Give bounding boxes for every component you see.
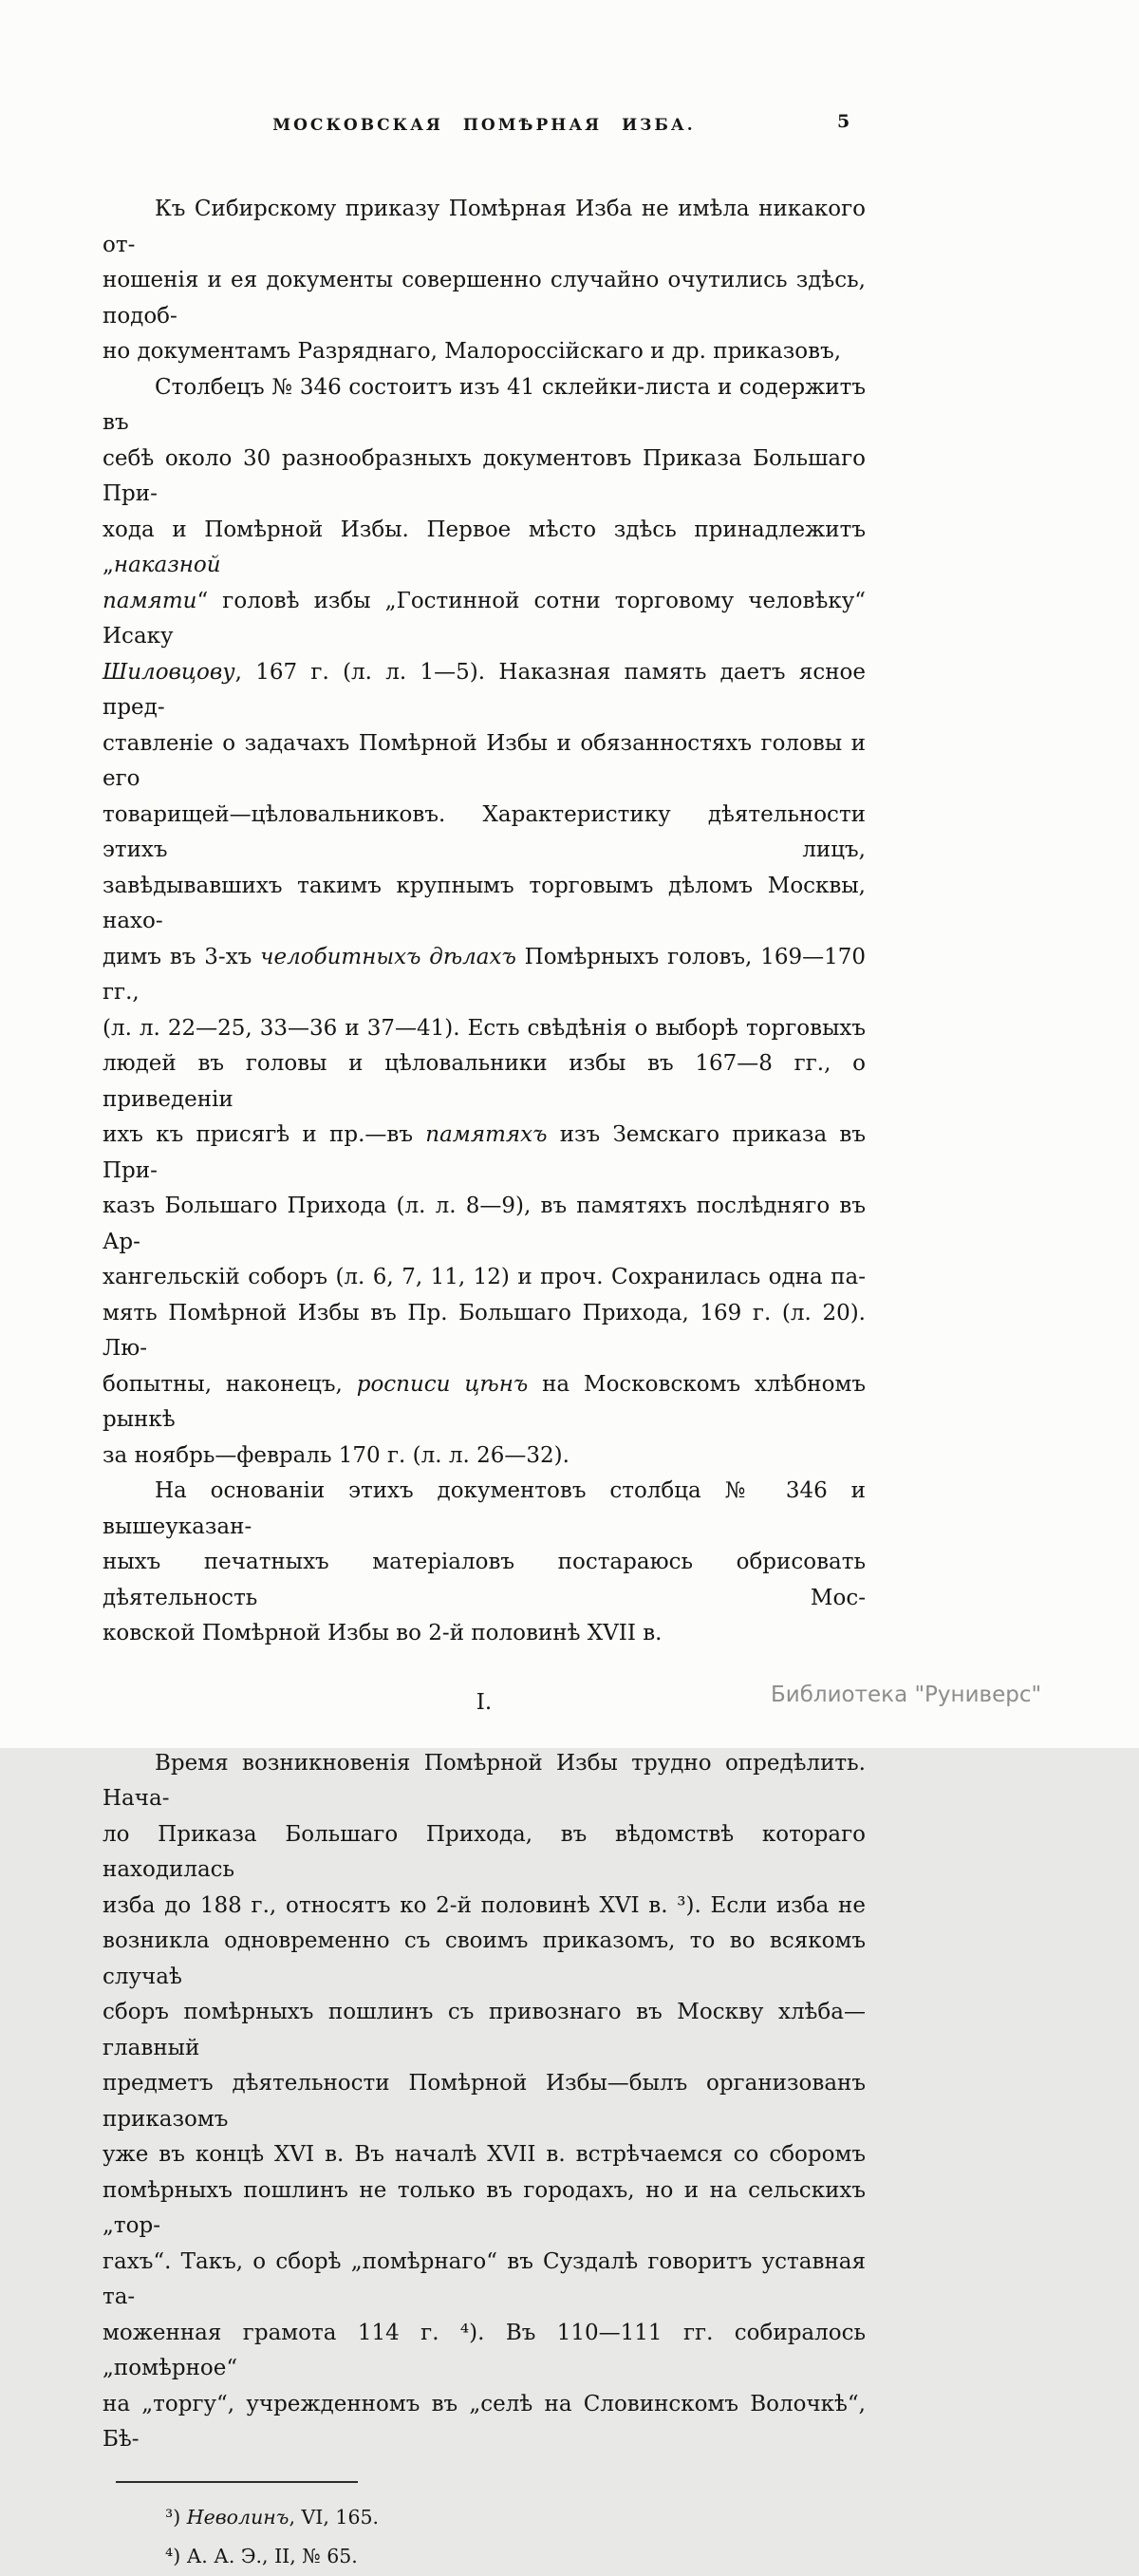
- text-run: Помѣрныхъ головъ, 169—170 гг.,: [103, 944, 867, 1005]
- text-line: [103, 1995, 866, 2066]
- section-heading: I.: [476, 1689, 493, 1715]
- italic-text-run: росписи цѣнъ: [356, 1371, 529, 1397]
- text-line: [103, 2245, 866, 2316]
- text-line: [103, 2387, 866, 2458]
- text-run: , VI, 165.: [289, 2505, 380, 2529]
- text-line: [103, 2316, 866, 2387]
- text-run: гахъ“. Такъ, о сборѣ „помѣрнаго“ въ Суздалѣ говоритъ уставная та-: [103, 2248, 866, 2309]
- italic-text-run: Неволинъ: [186, 2505, 289, 2529]
- text-run: На основаніи этихъ документовъ столбца № 346 и вышеуказан-: [103, 1478, 866, 1539]
- text-run: ношенія и ея документы совершенно случайно очутились здѣсь, подоб-: [103, 268, 866, 329]
- text-line: [103, 2137, 866, 2173]
- footnote: [103, 2498, 866, 2537]
- text-line: [103, 1011, 866, 1047]
- text-run: завѣдывавшихъ такимъ крупнымъ торговымъ дѣломъ Москвы, нахо-: [103, 873, 866, 933]
- text-run: казъ Большаго Прихода (л. л. 8—9), въ памятяхъ послѣдняго въ Ар-: [103, 1194, 866, 1254]
- text-run: сборъ помѣрныхъ пошлинъ съ привознаго въ Москву хлѣба—главный: [103, 2000, 866, 2060]
- text-run: товарищей—цѣловальниковъ. Характеристику дѣятельности этихъ лицъ,: [103, 801, 866, 862]
- paragraph: [103, 370, 866, 1475]
- paragraphs-container: [103, 192, 866, 2458]
- watermark: Библиотека "Руниверс": [771, 1683, 1042, 1707]
- text-run: мять Помѣрной Избы въ Пр. Большаго Прихода, 169 г. (л. 20). Лю-: [103, 1300, 866, 1361]
- page-number: 5: [837, 111, 850, 132]
- text-line: [103, 1189, 866, 1260]
- text-run: ³): [165, 2505, 187, 2529]
- text-line: [103, 655, 866, 726]
- text-run: ковской Помѣрной Избы во 2-й половинѣ XVII в.: [103, 1621, 663, 1645]
- text-line: [103, 1367, 866, 1438]
- text-run: ⁴) А. А. Э., II, № 65.: [165, 2544, 358, 2567]
- text-run: хангельскій соборъ (л. 6, 7, 11, 12) и проч. Сохранилась одна па-: [103, 1265, 866, 1289]
- text-line: [103, 513, 866, 584]
- text-run: ло Приказа Большаго Прихода, въ вѣдомствѣ котораго находилась: [103, 1821, 866, 1882]
- text-line: [103, 263, 866, 334]
- text-line: [103, 1746, 866, 1817]
- italic-text-run: Шиловцову: [103, 659, 235, 685]
- text-run: на „торгу“, учрежденномъ въ „селѣ на Словинскомъ Волочкѣ“, Бѣ-: [103, 2391, 866, 2452]
- text-line: [103, 1296, 866, 1367]
- italic-text-run: челобитныхъ дѣлахъ: [260, 944, 516, 969]
- text-run: изъ Земскаго приказа въ При-: [103, 1122, 866, 1183]
- paragraph: [103, 192, 866, 370]
- text-line: [103, 940, 866, 1011]
- text-run: помѣрныхъ пошлинъ не только въ городахъ, но и на сельскихъ „тор-: [103, 2177, 866, 2238]
- italic-text-run: наказной: [113, 553, 221, 577]
- text-line: [103, 334, 866, 370]
- text-line: [103, 1924, 866, 1995]
- text-line: [103, 1474, 866, 1545]
- text-run: возникла одновременно съ своимъ приказомъ, то во всякомъ случаѣ: [103, 1928, 866, 1989]
- text-run: изба до 188 г., относятъ ко 2-й половинѣ XVI в. ³). Если изба не: [103, 1892, 866, 1918]
- text-line: [103, 1046, 866, 1118]
- text-line: [103, 869, 866, 940]
- text-run: людей въ головы и цѣловальники избы въ 167—8 гг., о приведеніи: [103, 1051, 866, 1112]
- text-line: [103, 1438, 866, 1475]
- text-line: [103, 1118, 866, 1189]
- paragraph: [103, 1746, 866, 2458]
- text-run: на Московскомъ хлѣбномъ рынкѣ: [103, 1371, 866, 1432]
- paragraph: [103, 1474, 866, 1652]
- text-run: ныхъ печатныхъ матеріаловъ постараюсь обрисовать дѣятельность Мос-: [103, 1550, 866, 1610]
- italic-text-run: памятяхъ: [425, 1122, 548, 1147]
- text-run: за ноябрь—февраль 170 г. (л. л. 26—32).: [103, 1442, 570, 1468]
- text-run: Время возникновенія Помѣрной Избы трудно опредѣлить. Нача-: [103, 1750, 866, 1811]
- text-run: предметъ дѣятельности Помѣрной Избы—былъ организованъ приказомъ: [103, 2071, 866, 2132]
- text-line: [103, 584, 866, 655]
- text-run: ставленіе о задачахъ Помѣрной Избы и обязанностяхъ головы и его: [103, 730, 866, 791]
- text-line: [103, 1616, 866, 1652]
- text-run: (л. л. 22—25, 33—36 и 37—41). Есть свѣдѣнія о выборѣ торговыхъ: [103, 1015, 866, 1041]
- text-line: [103, 2173, 866, 2245]
- italic-text-run: памяти: [103, 588, 197, 613]
- text-column: [103, 192, 866, 2576]
- text-line: [103, 798, 866, 869]
- text-line: [103, 2066, 866, 2137]
- text-run: “ головѣ избы „Гостинной сотни торговому человѣку“ Исаку: [103, 588, 866, 649]
- footnote: [103, 2537, 866, 2576]
- text-line: [103, 1260, 866, 1296]
- text-run: хода и Помѣрной Избы. Первое мѣсто здѣсь принадлежитъ „: [103, 517, 866, 577]
- text-run: , 167 г. (л. л. 1—5). Наказная память даетъ ясное пред-: [103, 659, 866, 720]
- text-run: димъ въ 3-хъ: [103, 944, 261, 969]
- page-title: МОСКОВСКАЯ ПОМѢРНАЯ ИЗБА.: [272, 116, 696, 135]
- text-run: моженная грамота 114 г. ⁴). Въ 110—111 гг. собиралось „помѣрное“: [103, 2320, 866, 2380]
- text-run: Къ Сибирскому приказу Помѣрная Изба не имѣла никакого от-: [103, 197, 866, 257]
- text-run: но документамъ Разряднаго, Малороссійскаго и др. приказовъ,: [103, 339, 842, 364]
- footnotes: [103, 2498, 866, 2576]
- text-line: [103, 192, 866, 263]
- text-run: уже въ концѣ XVI в. Въ началѣ XVII в. встрѣчаемся со сборомъ: [103, 2142, 866, 2167]
- text-line: [103, 370, 866, 442]
- text-run: ихъ къ присягѣ и пр.—въ: [103, 1122, 426, 1147]
- text-line: [103, 1545, 866, 1616]
- text-line: [103, 1889, 866, 1925]
- text-run: Столбецъ № 346 состоитъ изъ 41 склейки-листа и содержитъ въ: [103, 374, 866, 435]
- text-line: [103, 1817, 866, 1889]
- footnote-rule: [116, 2481, 358, 2483]
- text-run: бопытны, наконецъ,: [103, 1371, 357, 1397]
- text-line: [103, 726, 866, 798]
- text-run: себѣ около 30 разнообразныхъ документовъ Приказа Большаго При-: [103, 445, 866, 506]
- text-line: [103, 442, 866, 513]
